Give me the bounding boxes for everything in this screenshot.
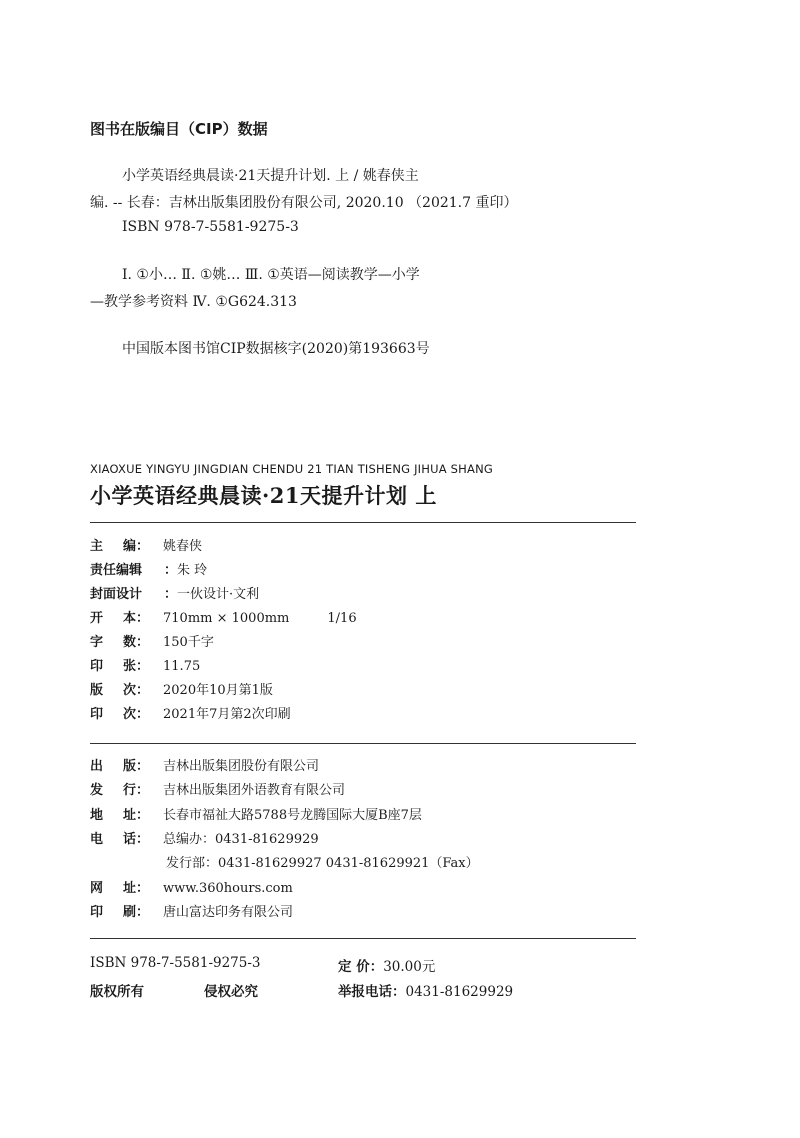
publisher-row bbox=[90, 756, 319, 778]
cip-record-number: 中国版本图书馆CIP数据核字(2020)第193663号 bbox=[122, 341, 430, 357]
report-phone bbox=[338, 980, 513, 1000]
cip-isbn-line: ISBN 978-7-5581-9275-3 bbox=[122, 219, 299, 235]
label-colon: ： bbox=[136, 807, 150, 823]
publisher-row bbox=[90, 853, 479, 875]
label-colon: ： bbox=[136, 759, 150, 774]
credits-row bbox=[90, 536, 202, 558]
label-colon: ： bbox=[136, 880, 150, 896]
price-label: 定 价： bbox=[338, 959, 384, 975]
field-value: 710mm × 1000mm bbox=[163, 611, 290, 626]
field-value: 150千字 bbox=[163, 635, 214, 650]
field-value: 2020年10月第1版 bbox=[163, 683, 273, 698]
field-value: 总编办：0431-81629929 bbox=[163, 831, 319, 847]
field-extra: 1/16 bbox=[327, 611, 357, 626]
field-value: 姚春侠 bbox=[163, 539, 203, 554]
book-title: 小学英语经典晨读·21天提升计划 上 bbox=[90, 483, 437, 508]
field-label: 开本 bbox=[90, 611, 136, 626]
label-colon: ： bbox=[136, 683, 150, 698]
cip-heading: 图书在版编目（CIP）数据 bbox=[90, 120, 268, 138]
field-label: 责任编辑 bbox=[90, 563, 143, 578]
label-colon: ： bbox=[164, 587, 178, 602]
field-label: 印张 bbox=[90, 659, 136, 674]
field-label: 出版 bbox=[90, 759, 136, 774]
field-value: 唐山富达印务有限公司 bbox=[163, 904, 294, 920]
credits-row bbox=[90, 656, 200, 678]
credits-row bbox=[90, 632, 214, 654]
field-value: 吉林出版集团股份有限公司 bbox=[163, 759, 320, 774]
field-label: 版次 bbox=[90, 683, 136, 698]
field-value: 11.75 bbox=[163, 659, 201, 674]
publisher-row bbox=[90, 805, 422, 827]
publisher-row bbox=[90, 780, 345, 802]
divider bbox=[90, 938, 636, 939]
label-colon: ： bbox=[136, 635, 150, 650]
credits-row bbox=[90, 608, 357, 630]
field-value: www.360hours.com bbox=[163, 880, 293, 896]
field-label: 网址 bbox=[90, 880, 136, 896]
label-colon: ： bbox=[136, 904, 150, 920]
price-value: 30.00元 bbox=[383, 959, 436, 975]
report-label: 举报电话： bbox=[338, 984, 406, 1000]
cip-title-line: 小学英语经典晨读·21天提升计划. 上 / 姚春侠主 bbox=[122, 168, 419, 184]
field-value: 发行部：0431-81629927 0431-81629921（Fax） bbox=[166, 856, 479, 872]
credits-row bbox=[90, 584, 259, 606]
report-number: 0431-81629929 bbox=[405, 984, 514, 1000]
credits-row bbox=[90, 560, 207, 582]
footer-isbn: ISBN 978-7-5581-9275-3 bbox=[90, 955, 261, 971]
field-label: 地址 bbox=[90, 807, 136, 823]
field-value: 长春市福祉大路5788号龙腾国际大厦B座7层 bbox=[163, 807, 422, 823]
field-label: 印刷 bbox=[90, 904, 136, 920]
label-colon: ： bbox=[136, 611, 150, 626]
field-label: 发行 bbox=[90, 783, 136, 799]
field-label: 电话 bbox=[90, 831, 136, 847]
label-colon: ： bbox=[136, 539, 150, 554]
credits-row bbox=[90, 704, 291, 726]
label-colon: ： bbox=[136, 659, 150, 674]
divider bbox=[90, 743, 636, 744]
footer-price bbox=[338, 955, 435, 975]
label-colon: ： bbox=[164, 563, 178, 578]
field-label: 主编 bbox=[90, 539, 136, 554]
publisher-row bbox=[90, 829, 319, 851]
book-title-pinyin: XIAOXUE YINGYU JINGDIAN CHENDU 21 TIAN TISHENG JIHUA SHANG bbox=[90, 462, 493, 476]
label-colon: ： bbox=[136, 831, 150, 847]
field-value: 2021年7月第2次印刷 bbox=[163, 707, 291, 722]
cip-classification-line: Ⅰ. ①小… Ⅱ. ①姚… Ⅲ. ①英语—阅读教学—小学 bbox=[122, 267, 420, 283]
field-label: 字数 bbox=[90, 635, 136, 650]
field-label: 印次 bbox=[90, 707, 136, 722]
divider bbox=[90, 522, 636, 523]
label-colon: ： bbox=[136, 707, 150, 722]
rights-reserved: 版权所有 bbox=[90, 984, 144, 1000]
field-value: 吉林出版集团外语教育有限公司 bbox=[163, 783, 346, 799]
cip-classification-line-2: —教学参考资料 Ⅳ. ①G624.313 bbox=[90, 294, 297, 310]
publisher-row bbox=[90, 878, 293, 900]
label-colon: ： bbox=[136, 783, 150, 799]
piracy-notice: 侵权必究 bbox=[204, 984, 258, 1000]
publisher-row bbox=[90, 902, 293, 924]
field-label: 封面设计 bbox=[90, 587, 143, 602]
field-value: 朱 玲 bbox=[177, 563, 208, 578]
credits-row bbox=[90, 680, 273, 702]
cip-publisher-line: 编. -- 长春：吉林出版集团股份有限公司, 2020.10 （2021.7 重印） bbox=[90, 195, 518, 211]
field-value: 一伙设计·文利 bbox=[177, 587, 260, 602]
